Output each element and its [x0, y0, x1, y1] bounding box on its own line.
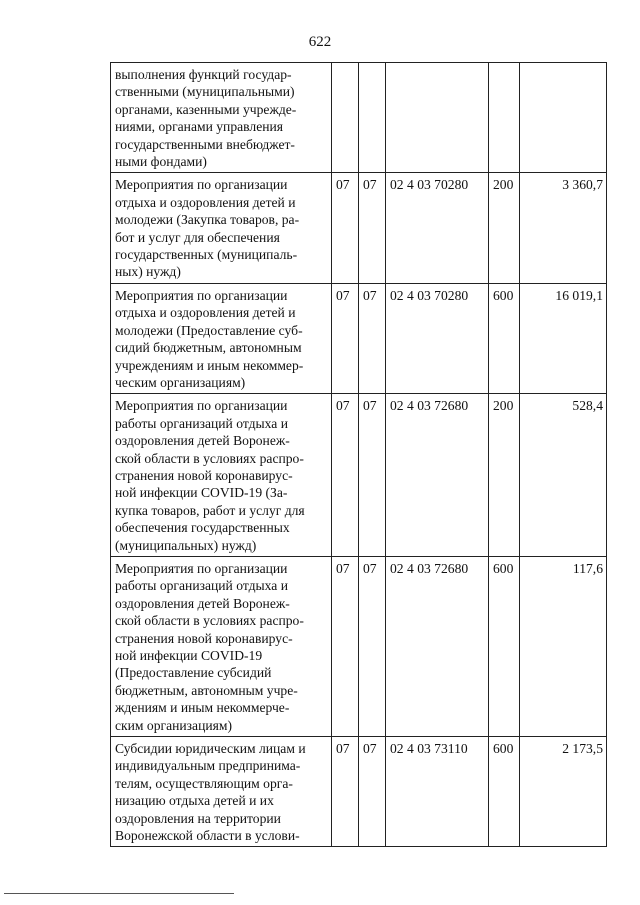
expense-name-line: сидий бюджетным, автономным: [115, 340, 302, 356]
expense-name-line: (Предоставление субсидий: [115, 665, 272, 681]
expense-name-cell: [111, 737, 332, 847]
expense-name-line: ским организациям): [115, 717, 233, 733]
expense-name-line: странения новой коронавирус-: [115, 630, 293, 646]
expense-name-line: молодежи (Закупка товаров, ра-: [115, 212, 300, 228]
expense-name-line: бот и услуг для обеспечения: [115, 229, 280, 245]
expense-name-cell: [111, 173, 332, 283]
subsection-code-cell: [359, 63, 386, 173]
target-article-cell: 02 4 03 70280: [386, 173, 489, 283]
expense-name-line: Мероприятия по организации: [115, 287, 288, 303]
subsection-code-cell: 07: [359, 394, 386, 557]
footnote-separator: [4, 893, 234, 894]
subsection-code-cell: 07: [359, 173, 386, 283]
expense-name-line: (муниципальных) нужд): [115, 537, 257, 553]
amount-cell: 3 360,7: [520, 173, 607, 283]
section-code-cell: 07: [332, 737, 359, 847]
expense-name-line: купка товаров, работ и услуг для: [115, 502, 305, 518]
page-number: 622: [308, 34, 332, 50]
expense-name-line: Мероприятия по организации: [115, 177, 288, 193]
expense-name-line: ственными (муниципальными): [115, 84, 295, 100]
expense-name-cell: [111, 556, 332, 736]
expense-name-line: работы организаций отдыха и: [115, 415, 288, 431]
amount-cell: 117,6: [520, 556, 607, 736]
expense-name-line: ными фондами): [115, 154, 207, 170]
expense-name-line: выполнения функций государ-: [115, 67, 292, 82]
section-code-cell: 07: [332, 556, 359, 736]
target-article-cell: 02 4 03 70280: [386, 283, 489, 393]
table-row: [111, 556, 607, 736]
expense-name-line: ниями, органами управления: [115, 119, 284, 135]
expense-name-line: индивидуальным предпринима-: [115, 758, 301, 774]
target-article-cell: 02 4 03 72680: [386, 394, 489, 557]
amount-cell: 16 019,1: [520, 283, 607, 393]
table-row: [111, 283, 607, 393]
expense-name-line: работы организаций отдыха и: [115, 578, 288, 594]
expense-name-line: Мероприятия по организации: [115, 560, 288, 576]
section-code-cell: 07: [332, 283, 359, 393]
table-row: [111, 737, 607, 847]
expense-name-line: бюджетным, автономным учре-: [115, 682, 298, 698]
expense-name-line: отдыха и оздоровления детей и: [115, 305, 296, 321]
expense-name-line: оздоровления детей Воронеж-: [115, 595, 290, 611]
target-article-cell: 02 4 03 73110: [386, 737, 489, 847]
table-row: [111, 173, 607, 283]
expense-type-cell: 200: [489, 173, 520, 283]
expense-name-line: органами, казенными учрежде-: [115, 101, 297, 117]
expense-name-line: ных) нужд): [115, 264, 181, 280]
expense-name-line: Субсидии юридическим лицам и: [115, 741, 306, 757]
expense-name-cell: [111, 394, 332, 557]
expense-name-line: оздоровления детей Воронеж-: [115, 433, 290, 449]
subsection-code-cell: 07: [359, 737, 386, 847]
subsection-code-cell: 07: [359, 283, 386, 393]
budget-table: [110, 62, 607, 847]
expense-name-line: низацию отдыха детей и их: [115, 793, 274, 809]
expense-name-line: Воронежской области в услови-: [115, 828, 300, 844]
expense-name-line: ской области в условиях распро-: [115, 450, 304, 466]
target-article-cell: [386, 63, 489, 173]
expense-type-cell: [489, 63, 520, 173]
section-code-cell: 07: [332, 173, 359, 283]
expense-type-cell: 200: [489, 394, 520, 557]
expense-name-cell: [111, 63, 332, 173]
expense-name-line: Мероприятия по организации: [115, 398, 288, 414]
expense-name-line: ждениям и иным некоммерче-: [115, 700, 290, 716]
expense-name-line: обеспечения государственных: [115, 520, 290, 536]
section-code-cell: [332, 63, 359, 173]
expense-type-cell: 600: [489, 556, 520, 736]
target-article-cell: 02 4 03 72680: [386, 556, 489, 736]
expense-type-cell: 600: [489, 737, 520, 847]
table-row: [111, 63, 607, 173]
amount-cell: [520, 63, 607, 173]
expense-name-line: молодежи (Предоставление суб-: [115, 322, 303, 338]
expense-name-line: оздоровления на территории: [115, 810, 281, 826]
budget-table-body: [111, 63, 607, 847]
expense-name-line: ной инфекции COVID-19 (За-: [115, 485, 288, 501]
expense-name-cell: [111, 283, 332, 393]
expense-name-line: ной инфекции COVID-19: [115, 648, 263, 663]
expense-name-line: телям, осуществляющим орга-: [115, 775, 293, 791]
expense-name-line: отдыха и оздоровления детей и: [115, 194, 296, 210]
amount-cell: 2 173,5: [520, 737, 607, 847]
subsection-code-cell: 07: [359, 556, 386, 736]
table-row: [111, 394, 607, 557]
expense-name-line: ческим организациям): [115, 374, 246, 390]
expense-name-line: государственных (муниципаль-: [115, 247, 298, 263]
expense-name-line: странения новой коронавирус-: [115, 467, 293, 483]
expense-name-line: ской области в условиях распро-: [115, 613, 304, 629]
section-code-cell: 07: [332, 394, 359, 557]
expense-name-line: государственными внебюджет-: [115, 136, 295, 152]
expense-name-line: учреждениям и иным некоммер-: [115, 357, 304, 373]
expense-type-cell: 600: [489, 283, 520, 393]
amount-cell: 528,4: [520, 394, 607, 557]
